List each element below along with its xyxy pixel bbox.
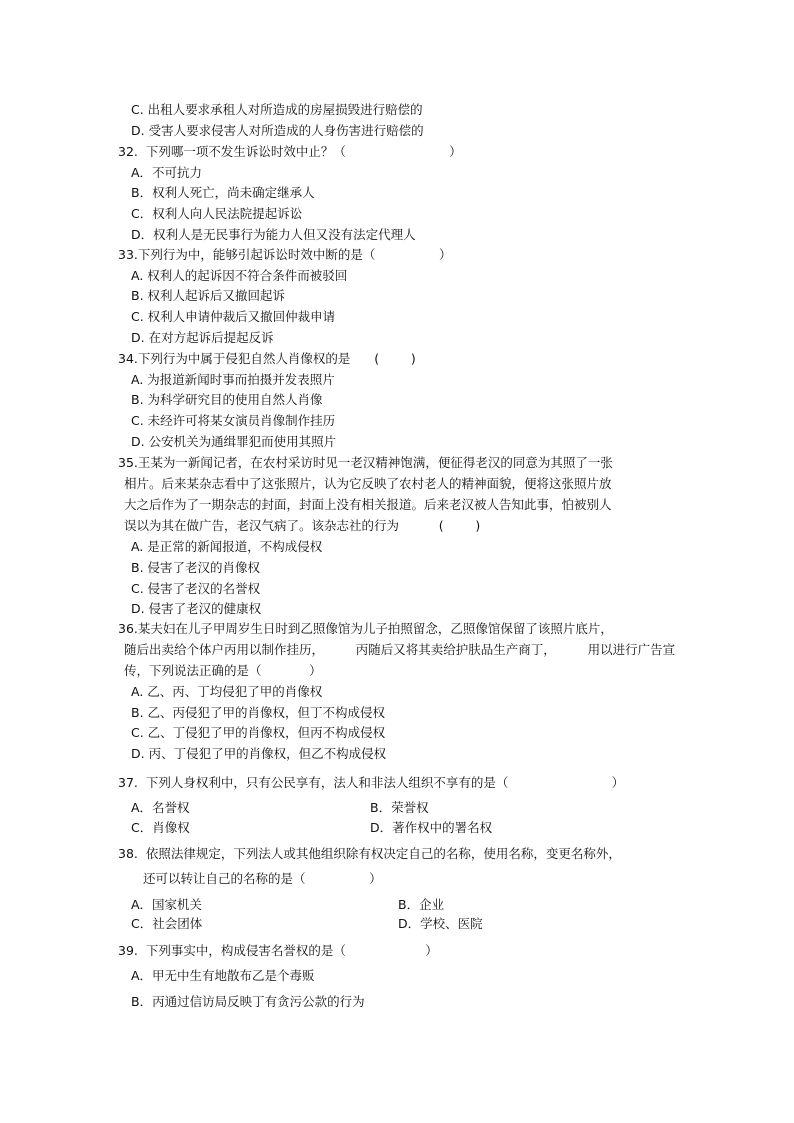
q34-stem: 34.下列行为中属于侵犯自然人肖像权的是 ( ) — [118, 351, 416, 366]
q32-stem: 32. 下列哪一项不发生诉讼时效中止？（ ） — [118, 144, 462, 159]
q32-option-b: B．权利人死亡，尚未确定继承人 — [131, 185, 315, 200]
q35-option-b: B. 侵害了老汉的肖像权 — [131, 560, 261, 575]
q34-option-c: C. 未经许可将某女演员肖像制作挂历 — [131, 413, 336, 428]
q38-option-a: A．国家机关 — [131, 897, 203, 912]
q35-option-c: C. 侵害了老汉的名誉权 — [131, 581, 261, 596]
q38-stem-line2: 还可以转让自己的名称的是（ ） — [143, 871, 382, 886]
q36-option-d: D. 丙、丁侵犯了甲的肖像权，但乙不构成侵权 — [131, 746, 387, 761]
q32-option-a: A．不可抗力 — [131, 165, 203, 180]
q35-stem-line1: 35.王某为一新闻记者，在农村采访时见一老汉精神饱满，便征得老汉的同意为其照了一张 — [118, 455, 613, 470]
q38-option-d: D．学校、医院 — [398, 916, 483, 931]
q38-stem-line1: 38. 依照法律规定，下列法人或其他组织除有权决定自己的名称，使用名称，变更名称外， — [118, 846, 621, 861]
q33-option-c: C. 权利人申请仲裁后又撤回仲裁申请 — [131, 309, 336, 324]
q36-option-b: B. 乙、丙侵犯了甲的肖像权，但丁不构成侵权 — [131, 705, 386, 720]
q36-stem-line1: 36.某夫妇在儿子甲周岁生日时到乙照像馆为儿子拍照留念，乙照像馆保留了该照片底片， — [118, 621, 613, 636]
q35-option-d: D. 侵害了老汉的健康权 — [131, 601, 262, 616]
q32-option-c: C．权利人向人民法院提起诉讼 — [131, 206, 303, 221]
q31-option-c: C. 出租人要求承租人对所造成的房屋损毁进行赔偿的 — [131, 102, 423, 117]
q33-option-d: D. 在对方起诉后提起反诉 — [131, 330, 274, 345]
q34-option-b: B. 为科学研究目的使用自然人肖像 — [131, 392, 323, 407]
q31-option-d: D. 受害人要求侵害人对所造成的人身伤害进行赔偿的 — [131, 123, 424, 138]
q35-stem-line3: 大之后作为了一期杂志的封面，封面上没有相关报道。后来老汉被人告知此事，怕被别人 — [124, 497, 612, 512]
q36-option-c: C. 乙、丁侵犯了甲的肖像权，但丙不构成侵权 — [131, 725, 386, 740]
q32-option-d: D．权利人是无民事行为能力人但又没有法定代理人 — [131, 227, 416, 242]
q34-option-d: D. 公安机关为通缉罪犯而使用其照片 — [131, 434, 337, 449]
q39-option-b: B．丙通过信访局反映丁有贪污公款的行为 — [131, 994, 365, 1009]
q36-stem-line3: 传，下列说法正确的是（ ） — [124, 663, 322, 678]
q37-option-b: B．荣誉权 — [370, 800, 429, 815]
q33-stem: 33.下列行为中，能够引起诉讼时效中断的是（ ） — [118, 247, 452, 262]
q36-option-a: A. 乙、丙、丁均侵犯了甲的肖像权 — [131, 684, 323, 699]
q35-stem-line2: 相片。后来某杂志看中了这张照片，认为它反映了农村老人的精神面貌，便将这张照片放 — [124, 476, 612, 491]
q39-stem: 39. 下列事实中，构成侵害名誉权的是（ ） — [118, 943, 438, 958]
q37-option-d: D．著作权中的署名权 — [370, 820, 493, 835]
q36-stem-line2: 随后出卖给个体户丙用以制作挂历， 丙随后又将其卖给护肤品生产商丁， 用以进行广告宣 — [124, 642, 676, 657]
q37-option-c: C．肖像权 — [131, 820, 190, 835]
q35-option-a: A. 是正常的新闻报道，不构成侵权 — [131, 539, 323, 554]
q34-option-a: A. 为报道新闻时事而拍摄并发表照片 — [131, 372, 335, 387]
q37-stem: 37. 下列人身权利中，只有公民享有，法人和非法人组织不享有的是（ ） — [118, 775, 625, 790]
q38-option-c: C．社会团体 — [131, 916, 203, 931]
q39-option-a: A．甲无中生有地散布乙是个毒贩 — [131, 968, 315, 983]
q38-option-b: B．企业 — [398, 897, 445, 912]
q33-option-b: B. 权利人起诉后又撤回起诉 — [131, 288, 286, 303]
q33-option-a: A. 权利人的起诉因不符合条件而被驳回 — [131, 268, 348, 283]
q37-option-a: A．名誉权 — [131, 800, 190, 815]
q35-stem-line4: 误以为其在做广告，老汉气病了。该杂志社的行为 ( ) — [124, 518, 481, 533]
